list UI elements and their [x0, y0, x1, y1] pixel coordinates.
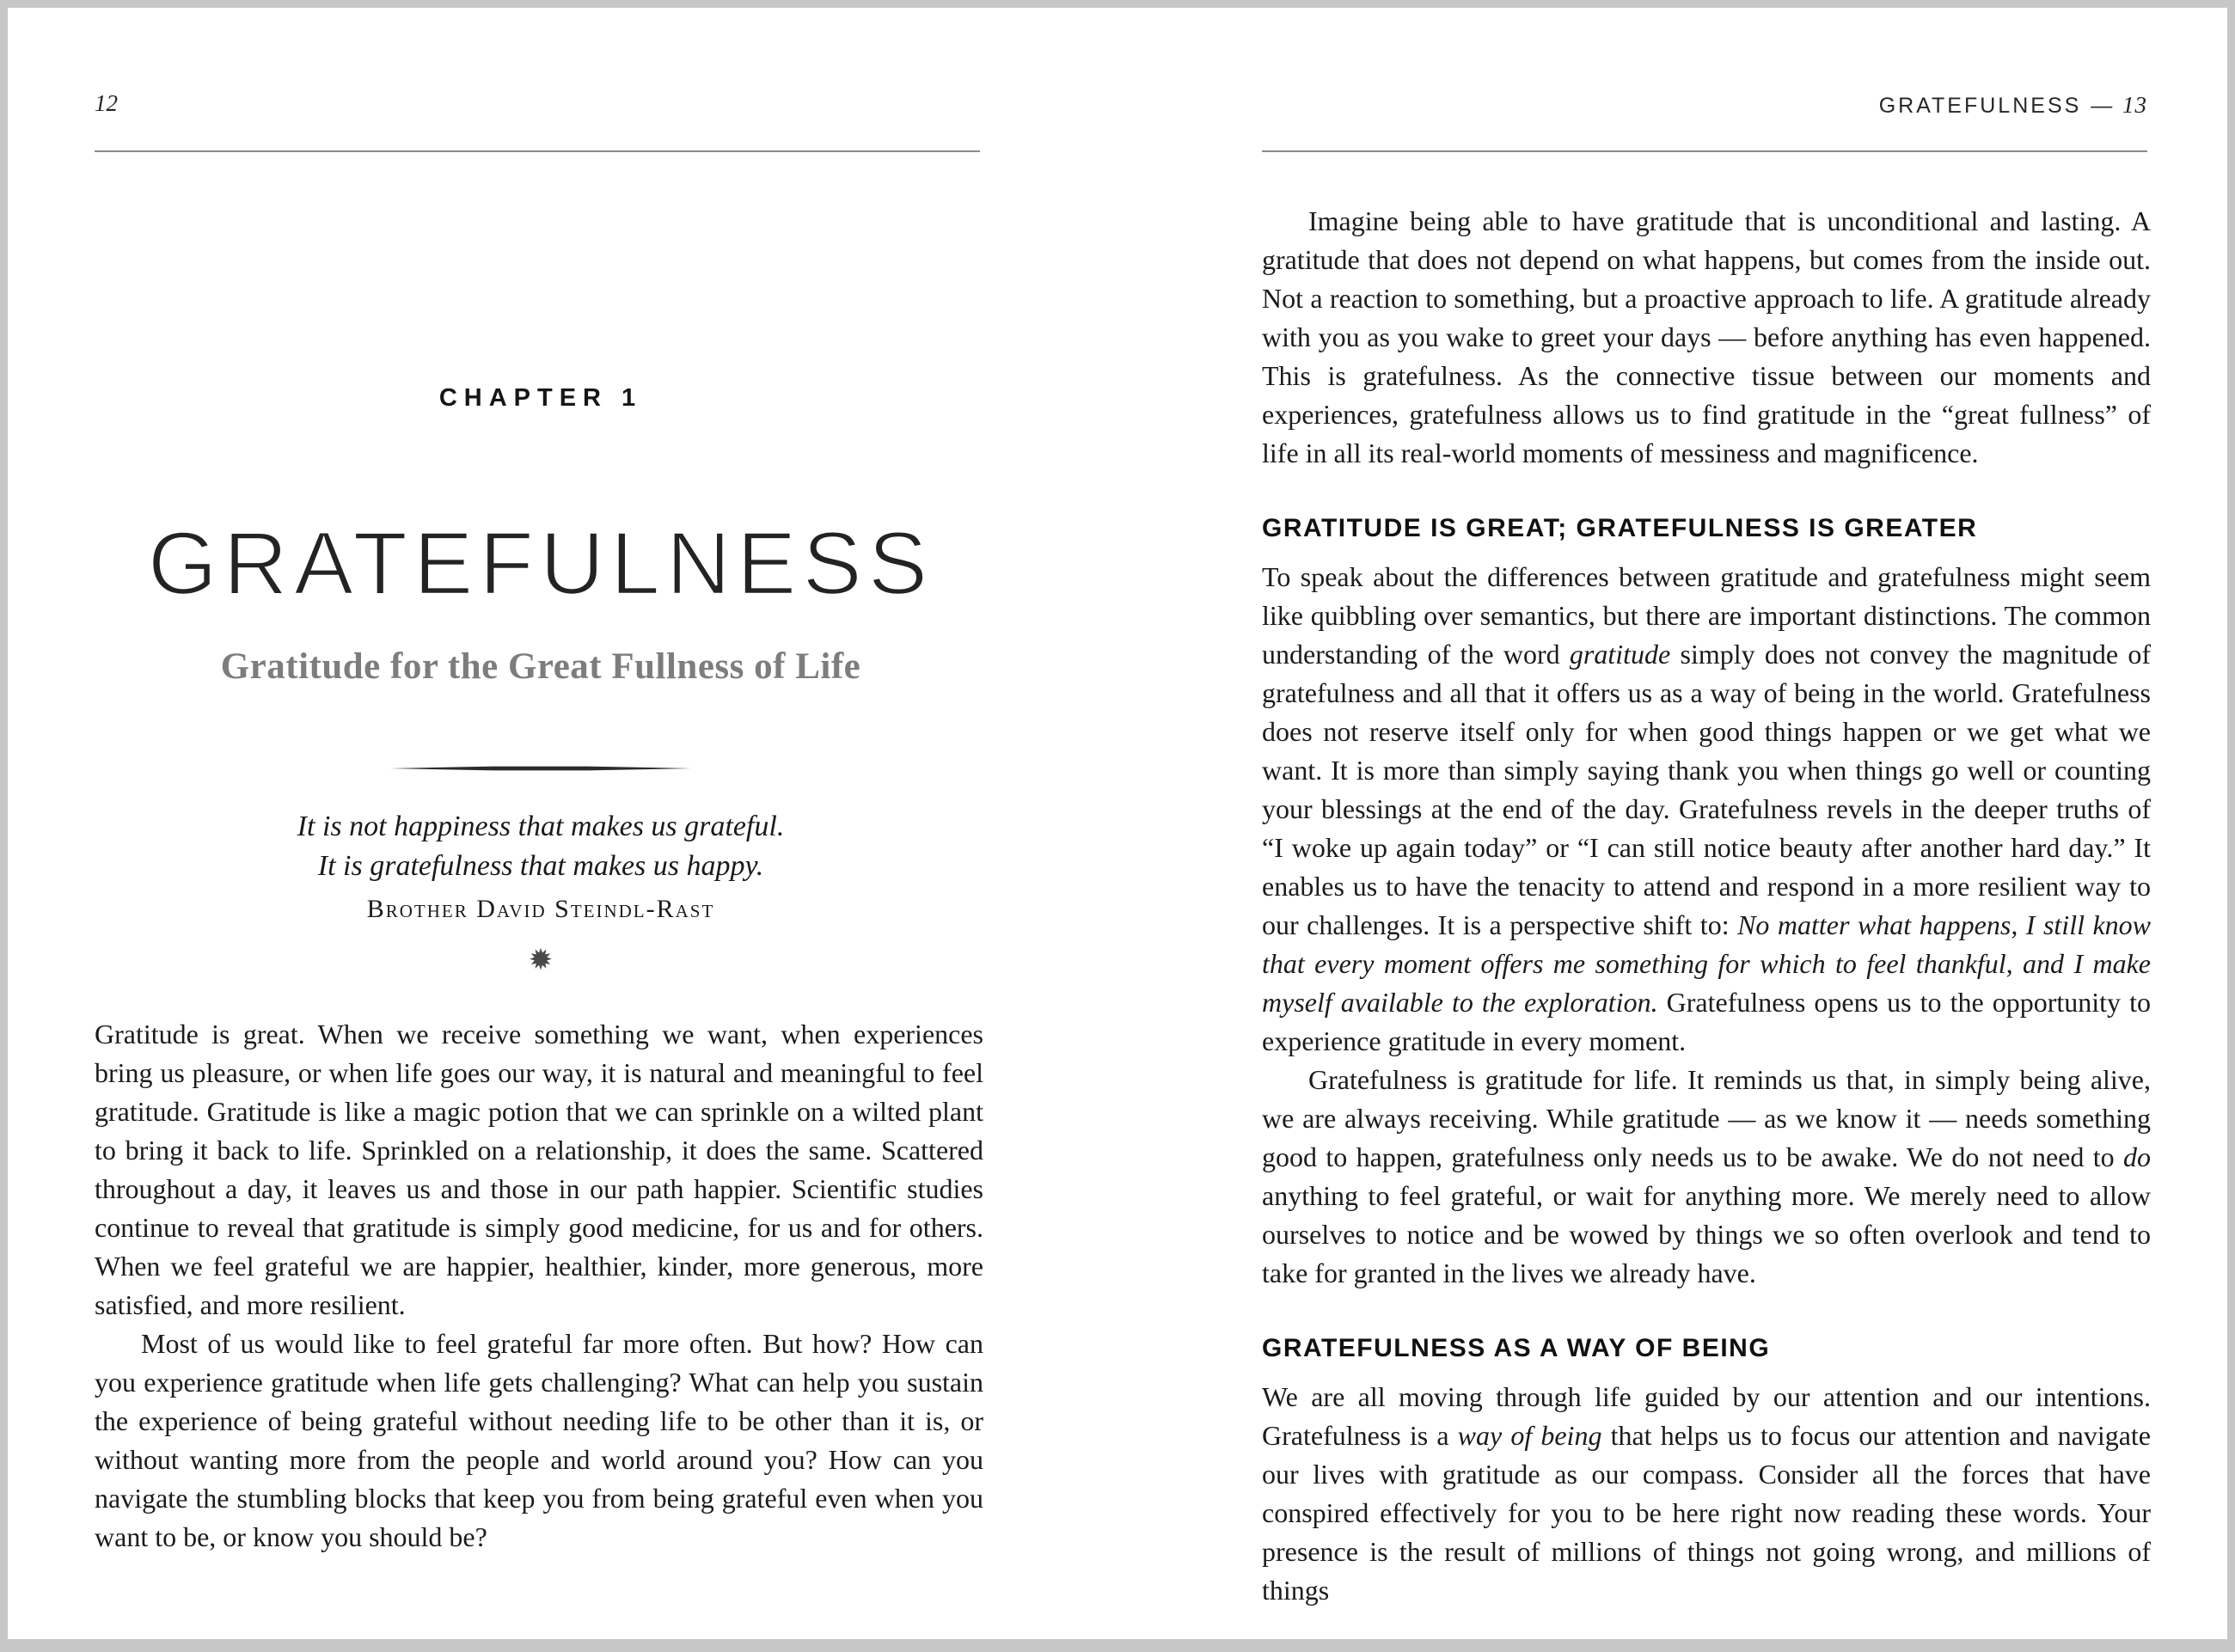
chapter-subtitle: Gratitude for the Great Fullness of Life [220, 646, 861, 687]
starburst-ornament: ✹ [528, 945, 554, 976]
epigraph-line-2: It is gratefulness that makes us happy. [317, 850, 764, 882]
page-number-right [2116, 92, 2122, 118]
tapered-divider [95, 761, 987, 776]
epigraph-line-1: It is not happiness that makes us grateful. [297, 811, 785, 842]
chapter-label: CHAPTER 1 [438, 384, 643, 412]
body-paragraph: We are all moving through life guided by our attention and our intentions. Gratefulness is a way of being that helps us to focus our attention and navigate our lives with gratitude as our compass. Consider all the forces that have conspired effectively for you to be here right now reading these words. Your presence is the result of millions of things not going wrong, and millions of things [1262, 1381, 2152, 1606]
body-paragraph: To speak about the differences between gratitude and gratefulness might seem like quibbling over semantics, but there are important distinctions. The common understanding of the word gratitude simply does not convey the magnitude of gratefulness and all that it offers us as a way of being in the world. Gratefulness does not reserve itself only for when good things happen or we get what we want. It is more than simply saying thank you when things go well or counting your blessings at the end of the day. Gratefulness revels in the deeper truths of “I woke up again today” or “I can still notice beauty after another hard day.” It enables us to have the tenacity to attend and respond in a more resilient way to our challenges. It is a perspective shift to: No matter what happens, I still know that every moment offers me something for which to feel thankful, and I make myself available to the exploration. Gratefulness opens us to the opportunity to experience gratitude in every moment. [1262, 561, 2152, 1056]
header-rule-right [1262, 150, 2147, 152]
body-paragraph: Imagine being able to have gratitude that is unconditional and lasting. A gratitude that does not depend on what happens, but comes from the inside out. Not a reaction to something, but a proactive approach to life. A gratitude already with you as you wake to greet your days — before anything has even happened. This is gratefulness. As the connective tissue between our moments and experiences, gratefulness allows us to find gratitude in the “great fullness” of life in all its real-world moments of messiness and magnificence. [1262, 205, 2151, 468]
body-paragraph: Gratefulness is gratitude for life. It reminds us that, in simply being alive, we are always receiving. While gratitude — as we know it — needs something good to happen, gratefulness only needs us to be awake. We do not need to do anything to feel grateful, or wait for anything more. We merely need to allow ourselves to notice and be wowed by things we so often overlook and tend to take for granted in the lives we already have. [1262, 1064, 2151, 1288]
epigraph [95, 807, 987, 886]
page-number-right-value: 13 [2122, 92, 2147, 118]
page-number-left: 12 [95, 90, 118, 116]
running-book-title: GRATEFULNESS [1878, 94, 2082, 118]
body-paragraph: Gratitude is great. When we receive something we want, when experiences bring us pleasure, or when life goes our way, it is natural and meaningful to feel gratitude. Gratitude is like a magic potion that we can sprinkle on a wilted plant to bring it back to life. Sprinkled on a relationship, it does the same. Scattered throughout a day, it leaves us and those in our path happier. Scientific studies continue to reveal that gratitude is simply good medicine, for us and for others. When we feel grateful we are happier, healthier, kinder, more generous, more satisfied, and more resilient. [95, 1019, 983, 1320]
section-heading: GRATEFULNESS AS A WAY OF BEING [1262, 1334, 1771, 1362]
body-paragraph: Most of us would like to feel grateful far more often. But how? How can you experience gratitude when life gets challenging? What can help you sustain the experience of being grateful without needing life to be other than it is, or without wanting more from the people and world around you? How can you navigate the stumbling blocks that keep you from being grateful even when you want to be, or know you should be? [95, 1328, 983, 1552]
running-header [1262, 92, 2147, 119]
left-page-body [95, 1015, 983, 1557]
running-dash: — [2091, 94, 2113, 118]
header-rule-left [95, 150, 980, 152]
section-heading: GRATITUDE IS GREAT; GRATEFULNESS IS GREATER [1262, 514, 1978, 542]
chapter-title: GRATEFULNESS [147, 514, 934, 614]
epigraph-attribution: Brother David Steindl-Rast [366, 895, 715, 923]
right-page-body [1262, 202, 2151, 1610]
